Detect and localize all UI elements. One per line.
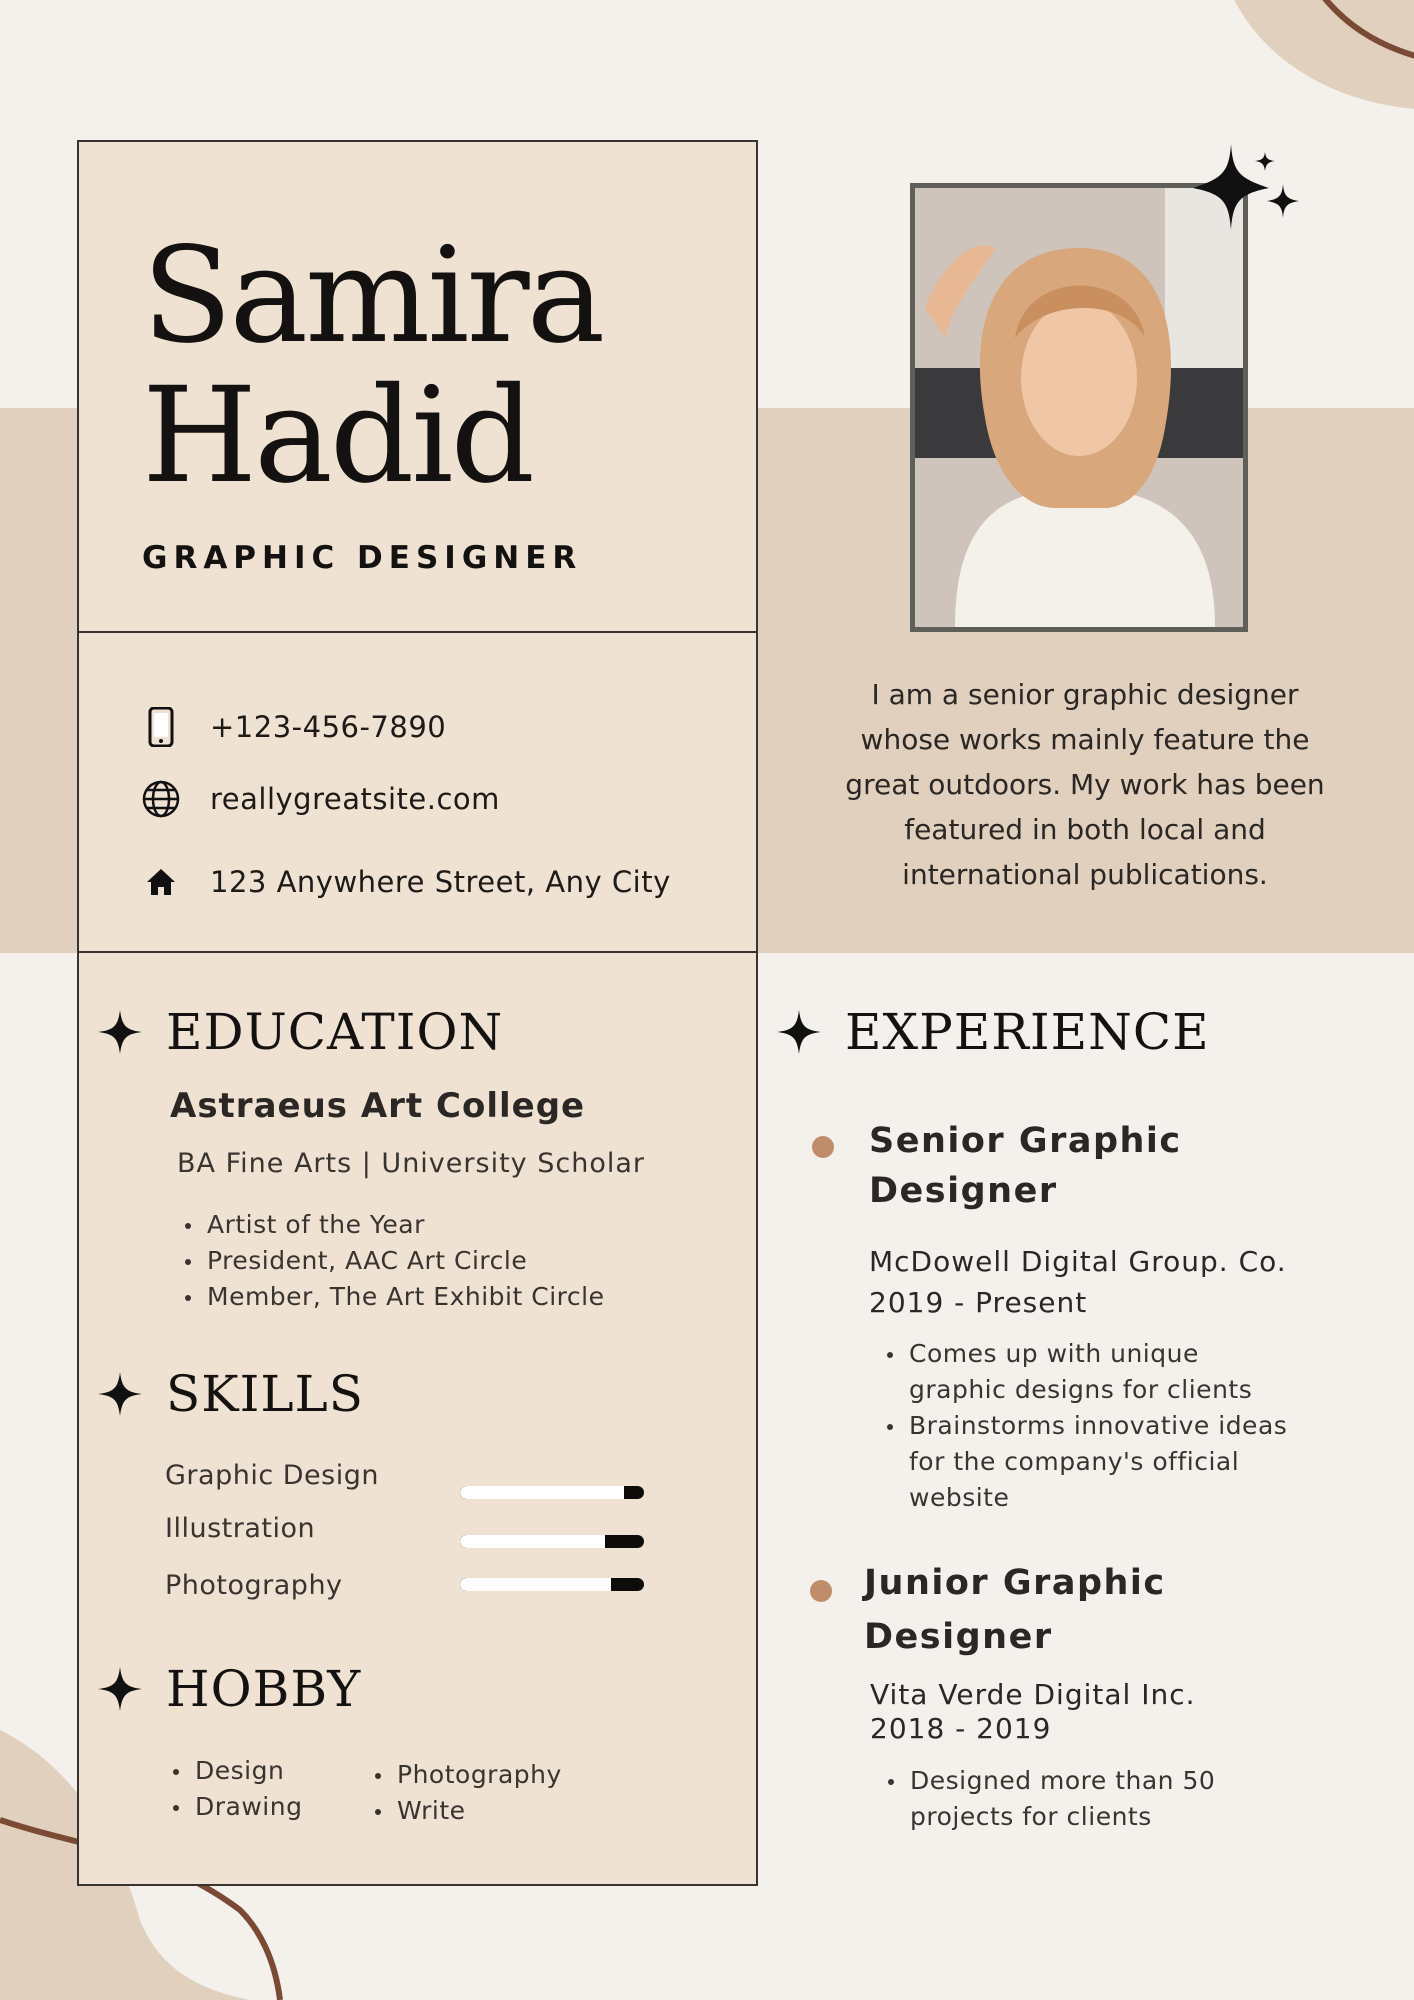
hobby-heading: HOBBY <box>98 1660 361 1718</box>
job-title-line: Senior Graphic <box>869 1121 1182 1161</box>
list-item: Write <box>371 1793 562 1829</box>
list-item: Member, The Art Exhibit Circle <box>181 1279 604 1315</box>
hobby-list-1 <box>169 1753 302 1825</box>
skill-label: Illustration <box>165 1513 316 1544</box>
list-item: projects for clients <box>910 1802 1152 1831</box>
contact-phone <box>140 703 446 751</box>
hobby-list-2 <box>371 1757 562 1829</box>
panel-divider-1 <box>77 631 758 633</box>
phone-text: +123-456-7890 <box>210 710 447 744</box>
contact-website <box>140 775 500 823</box>
panel-divider-2 <box>77 951 758 953</box>
globe-icon <box>140 778 182 820</box>
website-text: reallygreatsite.com <box>210 782 500 816</box>
sparkle-icon <box>98 1667 142 1711</box>
list-item: website <box>909 1483 1010 1512</box>
decorative-shape-top-right <box>1180 0 1414 160</box>
job-title-line: Designer <box>869 1171 1058 1211</box>
job-years: 2019 - Present <box>869 1286 1088 1319</box>
job-title-line: Designer <box>864 1617 1053 1657</box>
experience-heading: EXPERIENCE <box>777 1003 1210 1061</box>
contact-address <box>140 858 671 906</box>
last-name: Hadid <box>142 359 533 513</box>
skill-bar <box>460 1578 644 1591</box>
skill-bar <box>460 1486 644 1499</box>
list-item: for the company's official <box>909 1447 1240 1476</box>
address-text: 123 Anywhere Street, Any City <box>210 865 671 899</box>
skill-label: Graphic Design <box>165 1460 379 1491</box>
sparkle-icon <box>98 1372 142 1416</box>
timeline-dot <box>810 1580 832 1602</box>
profile-photo <box>910 183 1248 632</box>
education-heading: EDUCATION <box>98 1003 503 1061</box>
school-name: Astraeus Art College <box>170 1086 586 1126</box>
job-years: 2018 - 2019 <box>870 1712 1052 1745</box>
list-item: Design <box>169 1753 302 1789</box>
list-item: Photography <box>371 1757 562 1793</box>
job-title: GRAPHIC DESIGNER <box>142 540 583 576</box>
company-name: McDowell Digital Group. Co. <box>869 1245 1287 1278</box>
list-item: President, AAC Art Circle <box>181 1243 604 1279</box>
list-item: Comes up with unique <box>883 1336 1287 1372</box>
education-list <box>181 1207 604 1315</box>
sparkle-icon <box>777 1010 821 1054</box>
job-title-line: Junior Graphic <box>864 1563 1166 1603</box>
duty-list <box>884 1763 1215 1835</box>
list-item: Artist of the Year <box>181 1207 604 1243</box>
phone-icon <box>140 706 182 748</box>
sparkle-cluster-icon <box>1193 144 1303 234</box>
list-item: Designed more than 50 <box>884 1763 1215 1799</box>
list-item: Drawing <box>169 1789 302 1825</box>
skill-bar <box>460 1535 644 1548</box>
degree-text: BA Fine Arts | University Scholar <box>177 1148 645 1179</box>
first-name: Samira <box>142 219 603 373</box>
list-item: Brainstorms innovative ideas <box>883 1408 1287 1444</box>
skills-heading: SKILLS <box>98 1365 364 1423</box>
company-name: Vita Verde Digital Inc. <box>870 1678 1196 1711</box>
skill-label: Photography <box>165 1570 343 1601</box>
list-item: graphic designs for clients <box>909 1375 1253 1404</box>
sparkle-icon <box>98 1010 142 1054</box>
home-icon <box>140 861 182 903</box>
timeline-dot <box>812 1136 834 1158</box>
duty-list <box>883 1336 1287 1516</box>
about-text: I am a senior graphic designer whose works mainly feature the great outdoors. My work has been featured in both local and international publications. <box>845 678 1325 891</box>
